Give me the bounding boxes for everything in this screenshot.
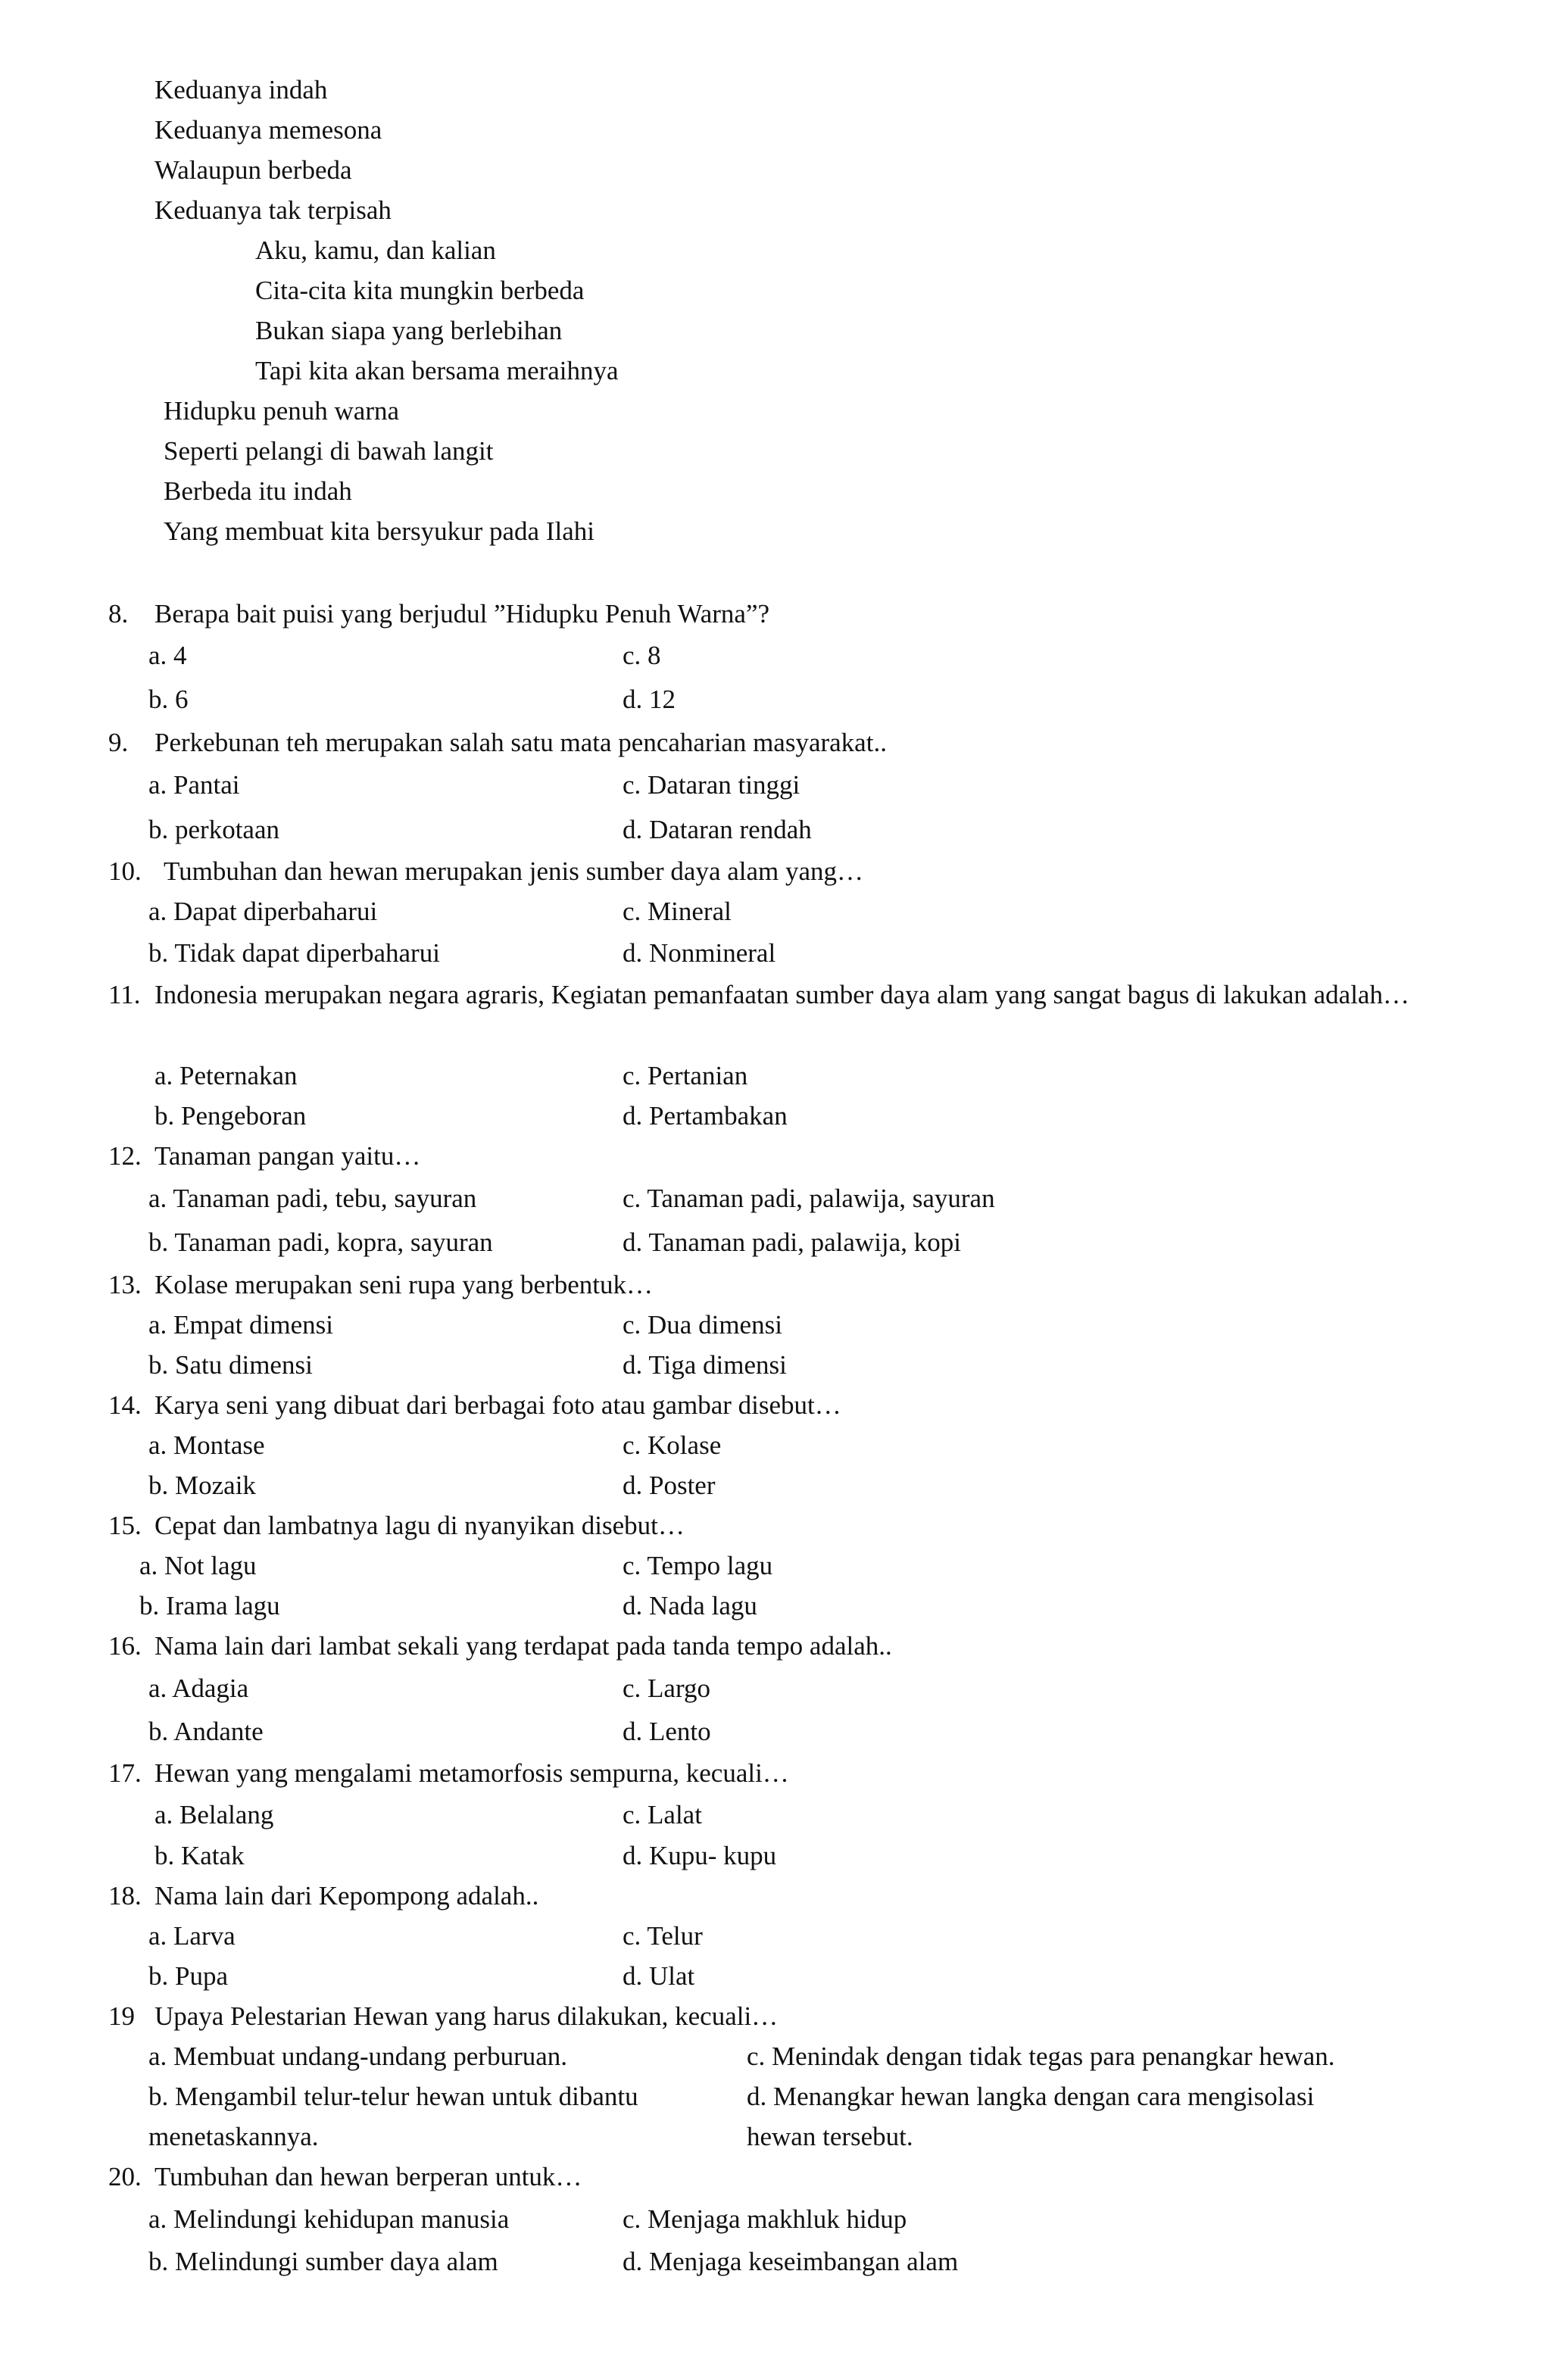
- option-c: c. Tempo lagu: [623, 1551, 773, 1580]
- poem-line: Hidupku penuh warna: [164, 396, 400, 426]
- option-d: d. 12: [623, 685, 676, 714]
- question-text: Tumbuhan dan hewan berperan untuk…: [154, 2162, 582, 2191]
- option-d: d. Menjaga keseimbangan alam: [623, 2247, 959, 2276]
- option-a: a. Montase: [148, 1430, 265, 1460]
- question-number: 10.: [108, 856, 142, 886]
- option-a: a. Empat dimensi: [148, 1310, 333, 1340]
- poem-line: Keduanya memesona: [154, 115, 382, 145]
- option-b: b. Mozaik: [148, 1471, 256, 1500]
- option-a: a. Tanaman padi, tebu, sayuran: [148, 1184, 477, 1213]
- option-b-continued: menetaskannya.: [148, 2122, 319, 2151]
- option-c: c. Mineral: [623, 897, 732, 926]
- question-text: Karya seni yang dibuat dari berbagai foto atau gambar disebut…: [154, 1390, 841, 1420]
- option-c: c. 8: [623, 641, 661, 670]
- poem-line: Bukan siapa yang berlebihan: [255, 316, 563, 345]
- option-a: a. Adagia: [148, 1673, 249, 1703]
- option-b: b. Melindungi sumber daya alam: [148, 2247, 498, 2276]
- option-c: c. Dataran tinggi: [623, 770, 800, 800]
- option-c: c. Pertanian: [623, 1061, 748, 1090]
- question-number: 11.: [108, 980, 141, 1009]
- question-number: 16.: [108, 1631, 142, 1661]
- poem-line: Tapi kita akan bersama meraihnya: [255, 356, 619, 385]
- option-c: c. Dua dimensi: [623, 1310, 782, 1340]
- option-d: d. Ulat: [623, 1961, 695, 1991]
- option-a: a. Peternakan: [154, 1061, 298, 1090]
- option-c: c. Telur: [623, 1921, 703, 1951]
- option-b: b. Mengambil telur-telur hewan untuk dibantu: [148, 2082, 638, 2111]
- question-number: 9.: [108, 728, 129, 757]
- option-a: a. Melindungi kehidupan manusia: [148, 2204, 510, 2234]
- poem-line: Seperti pelangi di bawah langit: [164, 436, 494, 466]
- option-d: d. Nada lagu: [623, 1591, 757, 1620]
- poem-line: Aku, kamu, dan kalian: [255, 236, 496, 265]
- poem-line: Keduanya indah: [154, 75, 328, 104]
- option-a: a. Belalang: [154, 1800, 274, 1829]
- option-a: a. Larva: [148, 1921, 236, 1951]
- option-d: d. Tiga dimensi: [623, 1350, 787, 1380]
- question-text: Cepat dan lambatnya lagu di nyanyikan disebut…: [154, 1511, 685, 1540]
- option-b: b. Pengeboran: [154, 1101, 307, 1131]
- option-b: b. Pupa: [148, 1961, 228, 1991]
- option-c: c. Largo: [623, 1673, 710, 1703]
- option-a: a. Not lagu: [139, 1551, 257, 1580]
- question-text: Tumbuhan dan hewan merupakan jenis sumber daya alam yang…: [164, 856, 864, 886]
- question-text: Berapa bait puisi yang berjudul ”Hidupku Penuh Warna”?: [154, 599, 770, 629]
- question-number: 14.: [108, 1390, 142, 1420]
- option-b: b. Katak: [154, 1841, 245, 1870]
- option-d-continued: hewan tersebut.: [747, 2122, 913, 2151]
- option-c: c. Kolase: [623, 1430, 722, 1460]
- option-d: d. Kupu- kupu: [623, 1841, 777, 1870]
- option-a: a. Dapat diperbaharui: [148, 897, 378, 926]
- option-b: b. Andante: [148, 1717, 264, 1746]
- question-text: Indonesia merupakan negara agraris, Kegiatan pemanfaatan sumber daya alam yang sangat bagus di lakukan adalah…: [154, 980, 1409, 1009]
- option-b: b. Irama lagu: [139, 1591, 280, 1620]
- poem-line: Walaupun berbeda: [154, 155, 352, 185]
- option-d: d. Menangkar hewan langka dengan cara mengisolasi: [747, 2082, 1315, 2111]
- poem-line: Keduanya tak terpisah: [154, 195, 392, 225]
- question-text: Upaya Pelestarian Hewan yang harus dilakukan, kecuali…: [154, 2001, 779, 2031]
- option-c: c. Menindak dengan tidak tegas para penangkar hewan.: [747, 2042, 1335, 2071]
- question-text: Perkebunan teh merupakan salah satu mata pencaharian masyarakat..: [154, 728, 887, 757]
- option-b: b. 6: [148, 685, 189, 714]
- option-d: d. Nonmineral: [623, 938, 776, 968]
- option-c: c. Tanaman padi, palawija, sayuran: [623, 1184, 995, 1213]
- option-b: b. Satu dimensi: [148, 1350, 313, 1380]
- option-d: d. Tanaman padi, palawija, kopi: [623, 1227, 961, 1257]
- question-text: Hewan yang mengalami metamorfosis sempurna, kecuali…: [154, 1758, 789, 1788]
- question-number: 15.: [108, 1511, 142, 1540]
- option-a: a. Pantai: [148, 770, 240, 800]
- poem-line: Yang membuat kita bersyukur pada Ilahi: [164, 516, 594, 546]
- question-number: 12.: [108, 1141, 142, 1171]
- question-text: Tanaman pangan yaitu…: [154, 1141, 421, 1171]
- question-text: Nama lain dari Kepompong adalah..: [154, 1881, 539, 1911]
- poem-line: Berbeda itu indah: [164, 476, 352, 506]
- option-d: d. Pertambakan: [623, 1101, 788, 1131]
- option-c: c. Lalat: [623, 1800, 702, 1829]
- question-number: 19: [108, 2001, 135, 2031]
- option-a: a. Membuat undang-undang perburuan.: [148, 2042, 568, 2071]
- option-b: b. Tanaman padi, kopra, sayuran: [148, 1227, 493, 1257]
- question-text: Kolase merupakan seni rupa yang berbentuk…: [154, 1270, 653, 1299]
- option-b: b. perkotaan: [148, 815, 279, 844]
- option-d: d. Dataran rendah: [623, 815, 812, 844]
- question-number: 13.: [108, 1270, 142, 1299]
- poem-line: Cita-cita kita mungkin berbeda: [255, 276, 585, 305]
- question-number: 17.: [108, 1758, 142, 1788]
- option-d: d. Poster: [623, 1471, 716, 1500]
- option-a: a. 4: [148, 641, 187, 670]
- question-number: 18.: [108, 1881, 142, 1911]
- option-b: b. Tidak dapat diperbaharui: [148, 938, 440, 968]
- question-text: Nama lain dari lambat sekali yang terdapat pada tanda tempo adalah..: [154, 1631, 892, 1661]
- option-c: c. Menjaga makhluk hidup: [623, 2204, 907, 2234]
- question-number: 20.: [108, 2162, 142, 2191]
- question-number: 8.: [108, 599, 129, 629]
- option-d: d. Lento: [623, 1717, 711, 1746]
